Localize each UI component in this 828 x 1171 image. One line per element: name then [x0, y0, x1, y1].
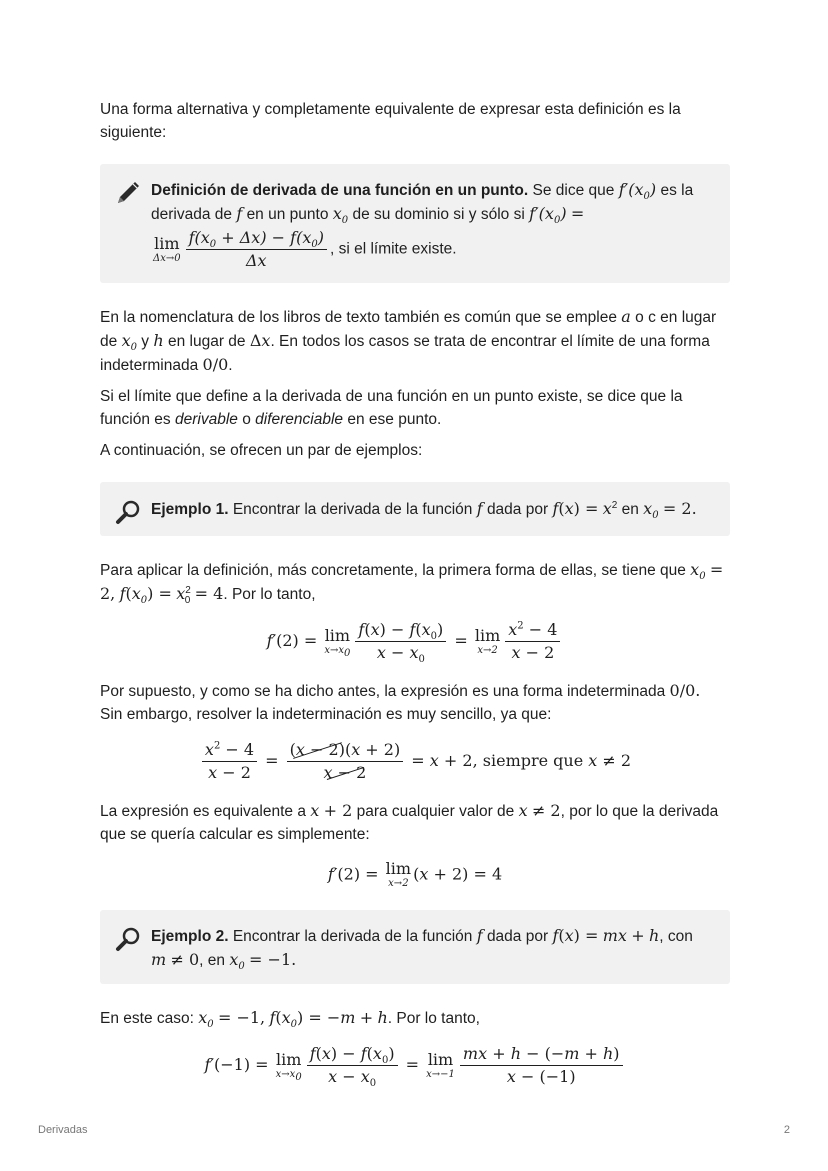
supuesto-paragraph: Por supuesto, y como se ha dicho antes, la expresión es una forma indeterminada 0/0. Sin embargo, resolver la indeterminación es muy sencillo, ya que:: [100, 681, 701, 723]
math-fprime-x0: $f'(x_0)$: [618, 180, 657, 203]
definition-title: Definición de derivada de una función en un punto.: [151, 182, 529, 199]
definition-text-d: de su dominio si y sólo si: [352, 206, 525, 223]
ejemplos-intro: A continuación, se ofrecen un par de ejemplos:: [100, 442, 423, 459]
footer-title: Derivadas: [38, 1124, 88, 1136]
derivable-paragraph: Si el límite que define a la derivada de una función en un punto existe, se dice que la función es derivable o diferenciable en ese punto.: [100, 388, 683, 428]
definition-text-a: Se dice que: [532, 182, 615, 199]
definition-box: [100, 164, 730, 283]
definition-text-c: en un punto: [246, 206, 329, 223]
math-x0: $x_0$: [332, 204, 349, 227]
formula-example-1: f′(2) = lim $x\to x_0$ $\frac{f(x) - f(x_0)}{x - x_0}$ = lim x→2 $\frac{x^2 - 4}{x - 2}$: [100, 620, 730, 663]
example-2-text: Ejemplo 2. Encontrar la derivada de la función f dada por f(x) = mx + h, con m ≠ 0, en $x_0 = -1$.: [151, 926, 693, 973]
difference-quotient: $\frac{f(x_0 + \Delta x) - f(x_0)}{\Delta x}$: [186, 228, 327, 271]
magnifier-icon: [114, 925, 142, 953]
math-f: f: [236, 204, 243, 223]
page-number: 2: [783, 1124, 790, 1136]
definition-formula: [151, 228, 710, 271]
definition-text: Definición de derivada de una función en un punto. Se dice que $f'(x_0)$ es la derivada de f en un punto $x_0$ de su dominio si y sólo si $f'(x_0)$ = lim Δx→0 $\frac{f(x_0 + \Delta x) - f(x_0)}{\Delta x}$ , si el límite existe.: [151, 178, 710, 271]
magnifier-icon: [114, 498, 142, 526]
math-fprime-x0-eq: $f'(x_0)$: [529, 204, 567, 227]
definition-text-b: es la derivada de: [151, 182, 694, 223]
caso-paragraph: En este caso: $x_0 = -1$, $f(x_0) = -m + h$. Por lo tanto,: [100, 1008, 480, 1031]
formula-example-2: f′(−1) = lim $x\to x_0$ $\frac{f(x) - f(x_0)}{x - x_0}$ = lim x→−1 $\frac{mx + h - (-m + h)}{x - (-1)}$: [100, 1044, 730, 1087]
formula-simplify: $\frac{x^2 - 4}{x - 2}$ = $\frac{(x - 2)(x + 2)}{x - 2}$ = x + 2, siempre que x ≠ 2: [100, 740, 730, 783]
example-1-text: Ejemplo 1. Encontrar la derivada de la función f dada por $f(x) = x^2$ en $x_0 = 2$.: [151, 499, 697, 522]
example-1-box: [100, 482, 730, 536]
definition-text-e: , si el límite existe.: [329, 240, 457, 258]
example-2-title: Ejemplo 2.: [151, 928, 229, 945]
formula-result-1: f′(2) = lim x→2 (x + 2) = 4: [327, 859, 503, 889]
simplify-tail: siempre que: [482, 751, 584, 770]
limit-operator: lim Δx→0: [153, 233, 181, 264]
example-2-box: [100, 910, 730, 984]
equivalente-paragraph: La expresión es equivalente a x + 2 para cualquier valor de x ≠ 2, por lo que la derivada que se quería calcular es simplemente:: [100, 801, 719, 843]
example-1-title: Ejemplo 1.: [151, 501, 229, 518]
intro-paragraph: Una forma alternativa y completamente equivalente de expresar esta definición es la siguiente:: [100, 101, 681, 141]
pencil-icon: [114, 179, 142, 207]
aplicar-paragraph: Para aplicar la definición, más concretamente, la primera forma de ellas, se tiene que $x_0 = 2$, $f(x_0) = x^2_0 = 4$. Por lo tanto,: [100, 560, 724, 607]
nomenclatura-paragraph: En la nomenclatura de los libros de texto también es común que se emplee a o c en lugar de $x_0$ y h en lugar de Δx. En todos los casos se trata de encontrar el límite de una forma indeterminada 0/0.: [100, 307, 717, 374]
page-content: [100, 98, 730, 1103]
